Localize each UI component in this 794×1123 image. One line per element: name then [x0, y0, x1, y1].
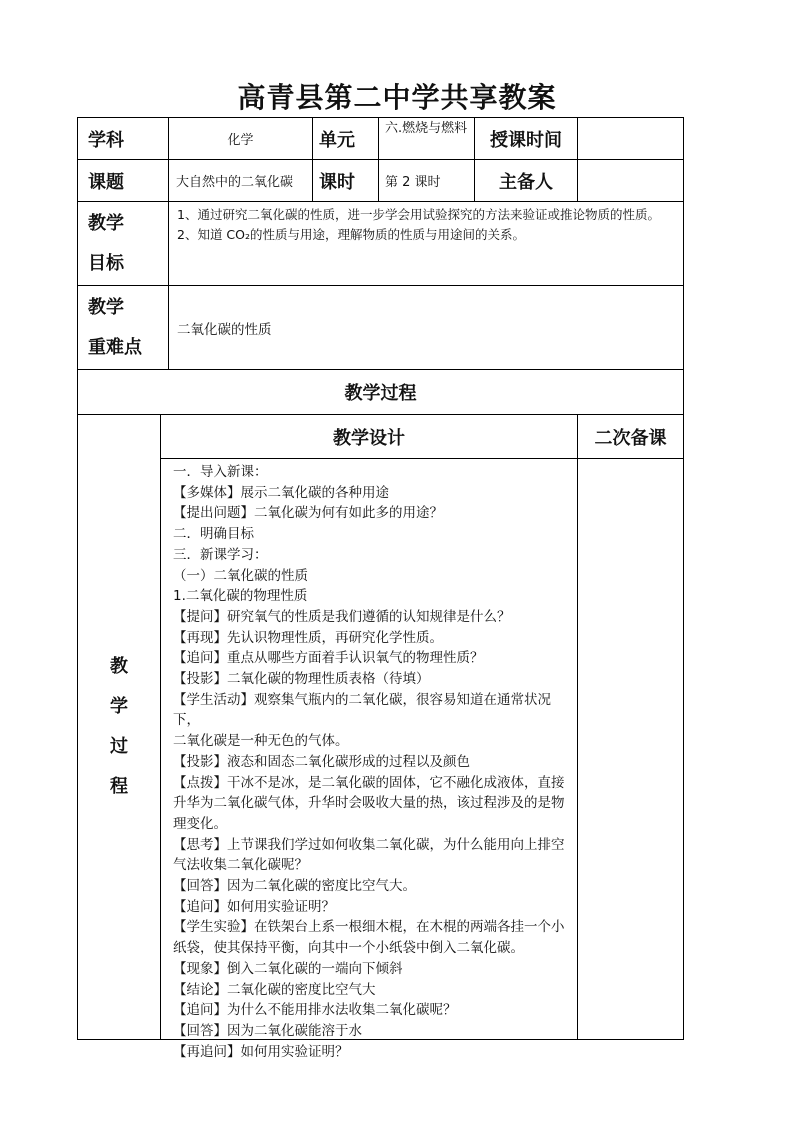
- preparer-label: 主备人: [499, 171, 553, 193]
- design-line: 【回答】因为二氧化碳的密度比空气大。: [173, 878, 416, 895]
- process-side-char: 学: [110, 696, 128, 717]
- design-line: 【追问】如何用实验证明？: [173, 898, 335, 915]
- design-line: 【多媒体】展示二氧化碳的各种用途: [173, 484, 389, 501]
- key-points-label: [78, 286, 168, 369]
- design-line: 气法收集二氧化碳呢？: [173, 857, 308, 874]
- page-title: 高青县第二中学共享教案: [237, 81, 557, 114]
- design-header: 教学设计: [333, 427, 405, 449]
- key-points-label-line2: 重难点: [88, 337, 142, 358]
- design-line: 【结论】二氧化碳的密度比空气大: [173, 981, 376, 998]
- design-line: 【追问】为什么不能用排水法收集二氧化碳呢？: [173, 1002, 457, 1019]
- table-border-right: [683, 117, 684, 1040]
- teaching-design-content: [161, 459, 577, 1060]
- design-line: 【现象】倒入二氧化碳的一端向下倾斜: [173, 960, 403, 977]
- goals-content: [169, 202, 683, 285]
- second-prep-content: [578, 459, 683, 1039]
- topic-label: 课题: [88, 171, 124, 193]
- process-side-char: 程: [110, 776, 128, 797]
- process-side-label: [78, 415, 160, 1039]
- design-line: 【点拨】干冰不是冰，是二氧化碳的固体，它不融化成液体，直接: [173, 774, 565, 791]
- goal-item: 2、知道 CO₂的性质与用途，理解物质的性质与用途间的关系。: [177, 227, 526, 242]
- design-line: 【思考】上节课我们学过如何收集二氧化碳，为什么能用向上排空: [173, 836, 565, 853]
- goals-label-line2: 目标: [88, 253, 124, 274]
- key-points-value: 二氧化碳的性质: [177, 321, 272, 338]
- design-line: （一）二氧化碳的性质: [173, 567, 308, 584]
- subject-value: 化学: [227, 133, 254, 148]
- design-line: 【追问】重点从哪些方面着手认识氧气的物理性质？: [173, 650, 484, 667]
- design-line: 理变化。: [173, 815, 227, 832]
- design-line: 二氧化碳是一种无色的气体。: [173, 733, 349, 750]
- process-side-char: 教: [110, 656, 128, 677]
- process-header: 教学过程: [344, 383, 417, 404]
- goal-item: 1、通过研究二氧化碳的性质，进一步学会用试验探究的方法来验证或推论物质的性质。: [177, 207, 660, 222]
- subject-label: 学科: [88, 129, 124, 151]
- unit-label: 单元: [319, 129, 355, 151]
- goals-label: [78, 202, 168, 285]
- design-line: 1.二氧化碳的物理性质: [173, 588, 308, 605]
- design-line: 三．新课学习：: [173, 546, 268, 563]
- design-line: 【投影】二氧化碳的物理性质表格（待填）: [173, 671, 430, 688]
- design-line: 一．导入新课：: [173, 464, 268, 480]
- preparer-value: [578, 160, 683, 201]
- design-line: 【提出问题】二氧化碳为何有如此多的用途？: [173, 505, 443, 522]
- design-line: 二．明确目标: [173, 526, 254, 543]
- goals-label-line1: 教学: [88, 213, 124, 234]
- design-line: 升华为二氧化碳气体，升华时会吸收大量的热，该过程涉及的是物: [173, 795, 565, 812]
- process-side-char: 过: [110, 736, 128, 757]
- key-points-label-line1: 教学: [88, 297, 124, 318]
- topic-value: 大自然中的二氧化碳: [176, 175, 294, 190]
- design-line: 【投影】液态和固态二氧化碳形成的过程以及颜色: [173, 753, 470, 770]
- class-time-label: 授课时间: [490, 129, 562, 151]
- class-time-value: [578, 118, 683, 159]
- unit-value: 六.燃烧与燃料: [385, 121, 468, 136]
- design-line: 【学生实验】在铁架台上系一根细木棍，在木棍的两端各挂一个小: [173, 919, 565, 936]
- design-line: 【再追问】如何用实验证明？: [173, 1043, 349, 1060]
- second-prep-header: 二次备课: [594, 427, 667, 449]
- design-line: 【学生活动】观察集气瓶内的二氧化碳，很容易知道在通常状况下，: [173, 691, 551, 729]
- period-value: 第 2 课时: [385, 175, 441, 190]
- design-line: 【再现】先认识物理性质，再研究化学性质。: [173, 629, 443, 646]
- design-line: 纸袋，使其保持平衡，向其中一个小纸袋中倒入二氧化碳。: [173, 940, 524, 957]
- design-line: 【提问】研究氧气的性质是我们遵循的认知规律是什么？: [173, 608, 511, 625]
- design-line: 【回答】因为二氧化碳能溶于水: [173, 1022, 362, 1039]
- period-label: 课时: [319, 171, 355, 193]
